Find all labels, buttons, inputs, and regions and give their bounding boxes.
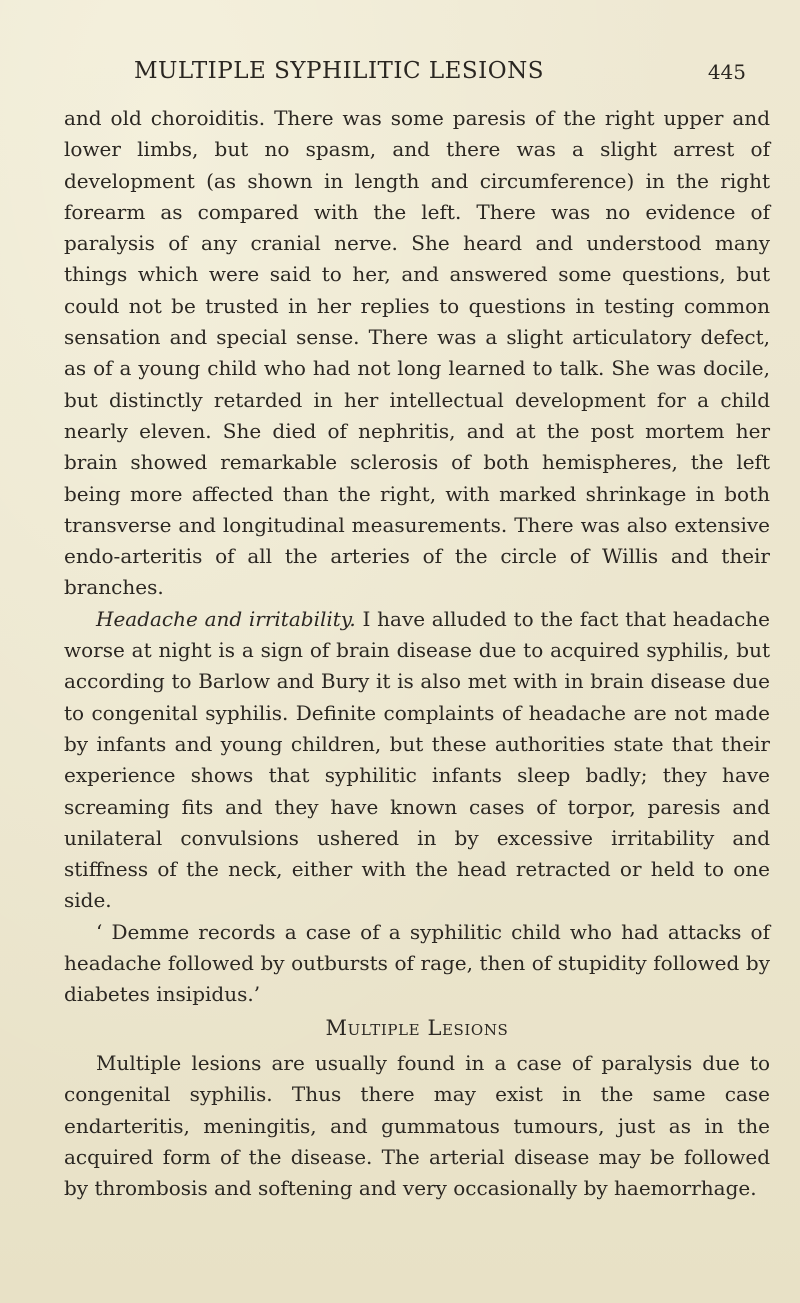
paragraph-quote: ‘ Demme records a case of a syphilitic child who had attacks of headache followed by outbursts of rage, then of stupidity followed by diabetes insipidus.’	[64, 919, 770, 1007]
running-title: MULTIPLE SYPHILITIC LESIONS	[134, 58, 545, 84]
section-heading: Multiple Lesions	[325, 1015, 509, 1040]
paragraph-multiple-lesions: Multiple lesions are usually found in a case of paralysis due to congenital syphilis. Thus there may exist in the same case endarteritis, meningitis, and gummatous tumours, just as in the acquired form of the disease. The arterial disease may be followed by thrombosis and softening and very occasionally by haemorrhage.	[64, 1050, 770, 1201]
paragraph-continuation: and old choroiditis. There was some paresis of the right upper and lower limbs, but no spasm, and there was a slight arrest of development (as shown in length and circumference) in the right forearm as compared with the left. There was no evidence of paralysis of any cranial nerve. She heard and understood many things which were said to her, and answered some questions, but could not be trusted in her replies to questions in testing common sensation and special sense. There was a slight articulatory defect, as of a young child who had not long learned to talk. She was docile, but distinctly retarded in her intellectual development for a child nearly eleven. She died of nephritis, and at the post mortem her brain showed remarkable sclerosis of both hemispheres, the left being more affected than the right, with marked shrinkage in both transverse and longitudinal measurements. There was also extensive endo-arteritis of all the arteries of the circle of Willis and their branches.	[64, 106, 770, 600]
paragraph-headache-text: I have alluded to the fact that headache worse at night is a sign of brain disease due to acquired syphilis, but according to Barlow and Bury it is also met with in brain disease due to congenital syphilis. Definite complaints of headache are not made by infants and young children, but these authorities state that their experience shows that syphilitic infants sleep badly; they have screaming fits and they have known cases of torpor, paresis and unilateral convulsions ushered in by excessive irritability and stiffness of the neck, either with the head retracted or held to one side.	[64, 606, 770, 913]
body-text	[64, 103, 770, 1204]
page-header	[134, 58, 774, 98]
paragraph-run-in-heading: Headache and irritability.	[96, 606, 356, 631]
page-number: 445	[707, 60, 746, 84]
paragraph-headache	[64, 604, 770, 917]
